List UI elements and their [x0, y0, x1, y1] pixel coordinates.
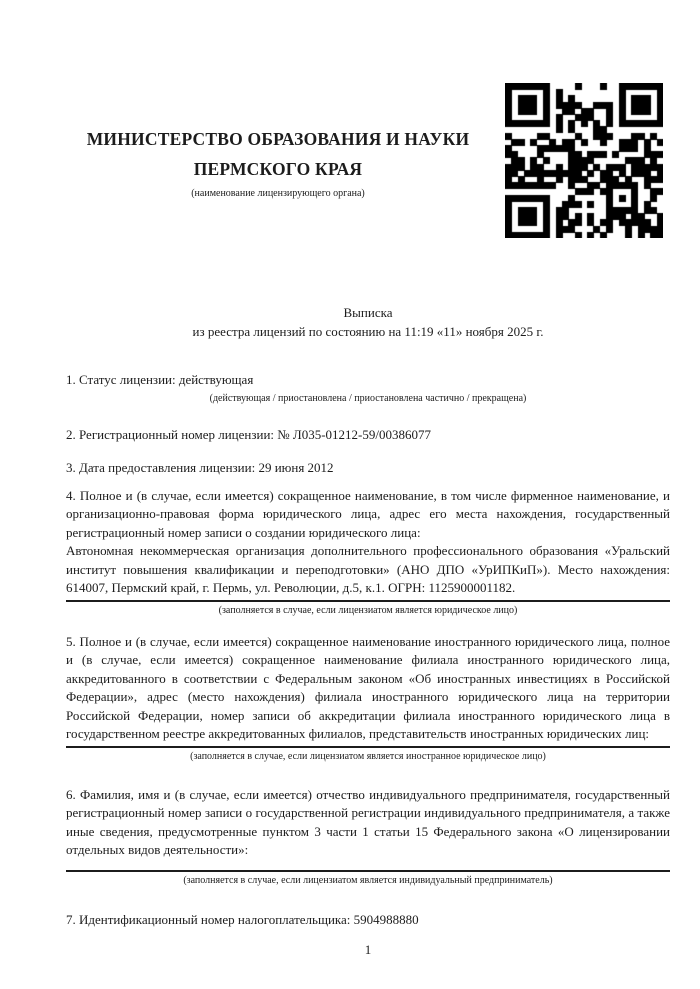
- licensing-authority-block: [66, 124, 490, 200]
- page-footer: [66, 941, 670, 959]
- item-6-text: 6. Фамилия, имя и (в случае, если имеется) отчество индивидуального предпринимателя, государственный регистрационный номер записи о государственной регистрации индивидуального предпринимателя, а также иные сведения, предусмотренные пунктом 3 части 1 статьи 15 Федерального закона «О лицензировании отдельных видов деятельности»:: [66, 786, 670, 857]
- item-6-underline: [66, 870, 670, 872]
- license-item-1: [66, 371, 670, 405]
- qr-code-icon: [505, 83, 663, 238]
- license-item-2: [66, 426, 670, 445]
- item-2-text: 2. Регистрационный номер лицензии: № Л035-01212-59/00386077: [66, 426, 432, 442]
- item-7-text: 7. Идентификационный номер налогоплательщика: 5904988880: [66, 911, 419, 927]
- item-3-text: 3. Дата предоставления лицензии: 29 июня 2012: [66, 460, 334, 475]
- item-4-underline: [66, 600, 670, 602]
- ministry-name-line1: МИНИСТЕРСТВО ОБРАЗОВАНИЯ И НАУКИ: [86, 129, 470, 149]
- item-5-caption: (заполняется в случае, если лицензиатом является иностранное юридическое лицо): [190, 750, 546, 762]
- item-5-underline: [66, 746, 670, 748]
- extract-subtitle: из реестра лицензий по состоянию на 11:19 «11» ноября 2025 г.: [192, 324, 544, 339]
- extract-heading: [66, 303, 670, 341]
- item-1-caption: (действующая / приостановлена / приостановлена частично / прекращена): [209, 392, 527, 404]
- item-6-caption: (заполняется в случае, если лицензиатом является индивидуальный предприниматель): [183, 874, 553, 886]
- ministry-name: [66, 124, 490, 184]
- document-header: [66, 0, 670, 250]
- license-item-7: [66, 911, 670, 930]
- item-5-text: 5. Полное и (в случае, если имеется) сокращенное наименование иностранного юридического лица, полное и (в случае, если имеется) сокращенное наименование филиала иностранного юридического лица, аккредитованного в соответствии с Федеральным законом «Об иностранных инвестициях в Российской Федерации», адрес (место нахождения) филиала иностранного юридического лица на территории Российской Федерации, номер записи об аккредитации филиала иностранного юридического лица в государственном реестре аккредитованных филиалов, представительств иностранных юридических лиц:: [66, 633, 670, 741]
- item-4-text: 4. Полное и (в случае, если имеется) сокращенное наименование, в том числе фирменное наименование, и организационно-правовая форма юридического лица, адрес его места нахождения, государственный регистрационный номер записи о создании юридического лица:: [66, 487, 670, 540]
- item-4-value: Автономная некоммерческая организация дополнительного профессионального образования «Уральский институт повышения квалификации и переподготовки» (АНО ДПО «УрИПКиП»). Место нахождения: 614007, Пермский край, г. Пермь, ул. Революции, д.5, к.1. ОГРН: 1125900001182.: [66, 543, 670, 595]
- license-item-4: [66, 487, 670, 617]
- item-4-caption: (заполняется в случае, если лицензиатом является юридическое лицо): [218, 604, 518, 616]
- license-item-5: [66, 633, 670, 763]
- ministry-name-line2: ПЕРМСКОГО КРАЯ: [193, 159, 363, 179]
- item-1-text: 1. Статус лицензии: действующая: [66, 372, 254, 387]
- ministry-caption: (наименование лицензирующего органа): [191, 188, 365, 199]
- license-item-3: [66, 459, 670, 478]
- page-number: 1: [364, 942, 372, 957]
- extract-title: Выписка: [343, 305, 393, 320]
- license-item-6: [66, 786, 670, 887]
